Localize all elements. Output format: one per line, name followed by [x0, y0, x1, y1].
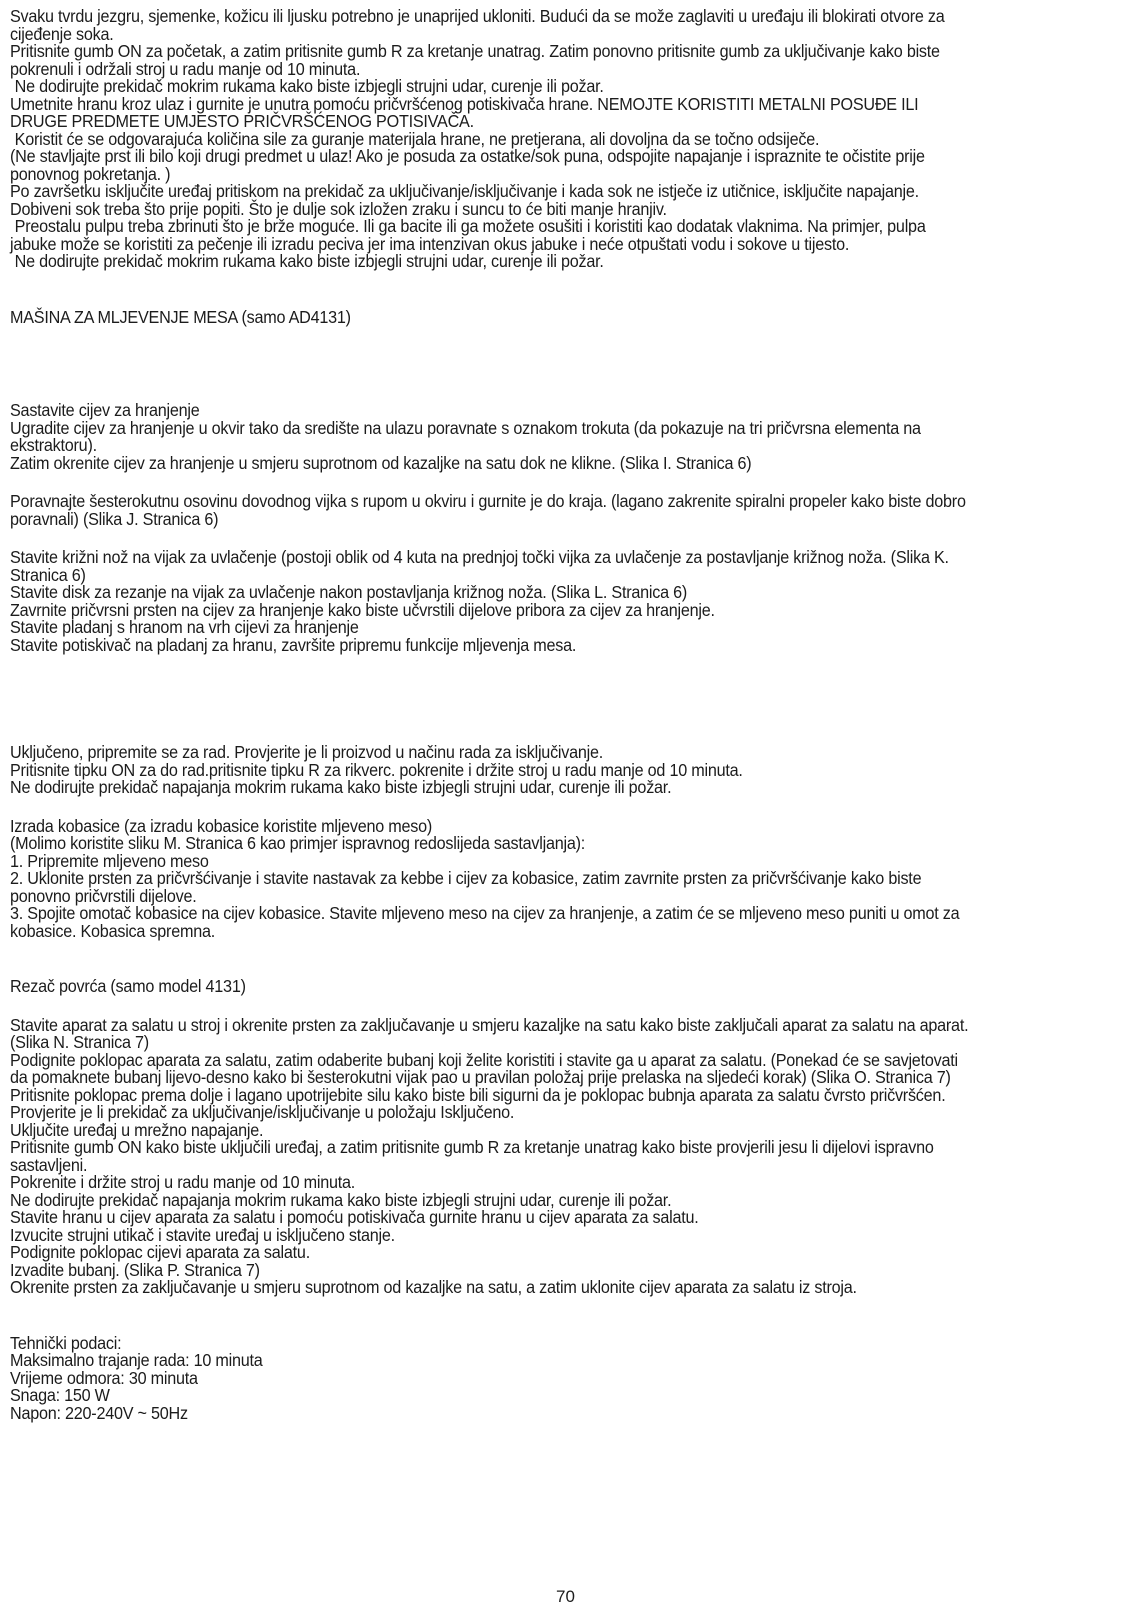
text-line: Okrenite prsten za zaključavanje u smjeru suprotnom od kazaljke na satu, a zatim uklonite cijev aparata za salatu iz stroja. — [10, 1277, 857, 1297]
text-line: (Slika N. Stranica 7) — [10, 1032, 149, 1052]
text-line: Poravnajte šesterokutnu osovinu dovodnog vijka s rupom u okviru i gurnite je do kraja. (lagano zakrenite spiralni propeler kako biste dobro — [10, 491, 966, 511]
text-line: Stavite hranu u cijev aparata za salatu i pomoću potiskivača gurnite hranu u cijev aparata za salatu. — [10, 1207, 699, 1227]
text-line: 3. Spojite omotač kobasice na cijev kobasice. Stavite mljeveno meso na cijev za hranjenje, a zatim će se mljeveno meso puniti u omot za — [10, 903, 960, 923]
text-line: (Molimo koristite sliku M. Stranica 6 kao primjer ispravnog redoslijeda sastavljanja): — [10, 833, 586, 853]
text-line: 2. Uklonite prsten za pričvršćivanje i stavite nastavak za kebbe i cijev za kobasice, zatim zavrnite prsten za pričvršćivanje kako biste — [10, 868, 922, 888]
text-line: Stavite pladanj s hranom na vrh cijevi za hranjenje — [10, 617, 359, 637]
text-line: Po završetku isključite uređaj pritiskom na prekidač za uključivanje/isključivanje i kada sok ne istječe iz utičnice, isključite napajanje. — [10, 181, 919, 201]
text-line: Stavite potiskivač na pladanj za hranu, završite pripremu funkcije mljevenja mesa. — [10, 634, 577, 655]
text-line: Stavite aparat za salatu u stroj i okrenite prsten za zaključavanje u smjeru kazaljke na satu kako biste zaključali aparat za salatu na aparat. — [10, 1014, 969, 1035]
text-line: Sastavite cijev za hranjenje — [10, 400, 200, 420]
text-line: sastavljeni. — [10, 1154, 88, 1175]
text-line: Provjerite je li prekidač za uključivanje/isključivanje u položaju Isključeno. — [10, 1102, 515, 1122]
text-line: ekstraktoru). — [10, 435, 97, 455]
text-line: Pritisnite gumb ON za početak, a zatim pritisnite gumb R za kretanje unatrag. Zatim ponovno pritisnite gumb za uključivanje kako biste — [10, 41, 940, 61]
text-line: Podignite poklopac aparata za salatu, zatim odaberite bubanj koji želite koristiti i stavite ga u aparat za salatu. (Ponekad će se savjetovati — [10, 1049, 958, 1070]
text-line: Izrada kobasice (za izradu kobasice koristite mljeveno meso) — [10, 815, 433, 836]
cutter-block — [10, 1014, 1126, 1297]
section-title-meat-grinder: MAŠINA ZA MLJEVENJE MESA (samo AD4131) — [10, 306, 351, 327]
text-line: cijeđenje soka. — [10, 23, 114, 44]
sausage-block — [10, 815, 1126, 941]
text-line: 1. Pripremite mljeveno meso — [10, 850, 209, 871]
spec-max-duration: Maksimalno trajanje rada: 10 minuta — [10, 1350, 263, 1370]
screw-block — [10, 493, 1126, 528]
text-line: (Ne stavljajte prst ili bilo koji drugi predmet u ulaz! Ako je posuda za ostatke/sok puna, odspojite napajanje i ispraznite te očistite prije — [10, 146, 925, 166]
text-line: da pomaknete bubanj lijevo-desno kako bi šesterokutni vijak pao u pravilan položaj prije prelaska na sljedeći korak) (Slika O. Stranica 7) — [10, 1067, 951, 1087]
text-line: Pritisnite poklopac prema dolje i lagano upotrijebite silu kako biste bili sigurni da je poklopac bubnja aparata za salatu čvrsto pričvršćen. — [10, 1084, 946, 1105]
manual-page — [10, 8, 1126, 1422]
text-line: pokrenuli i održali stroj u radu manje od 10 minuta. — [10, 58, 361, 79]
text-line: Dobiveni sok treba što prije popiti. Što je dulje sok izložen zraku i suncu to će biti manje hranjiv. — [10, 198, 667, 219]
spec-voltage: Napon: 220-240V ~ 50Hz — [10, 1402, 188, 1423]
spec-power: Snaga: 150 W — [10, 1385, 110, 1405]
text-line: Ne dodirujte prekidač napajanja mokrim rukama kako biste izbjegli strujni udar, curenje ili požar. — [10, 777, 672, 797]
technical-specs — [10, 1332, 1126, 1423]
spec-rest-time: Vrijeme odmora: 30 minuta — [10, 1367, 198, 1388]
text-line: Uključite uređaj u mrežno napajanje. — [10, 1119, 264, 1140]
text-line: Stranica 6) — [10, 564, 86, 585]
intro-block — [10, 8, 1126, 271]
text-line: Svaku tvrdu jezgru, sjemenke, kožicu ili ljusku potrebno je unaprijed ukloniti. Budući da se može zaglaviti u uređaju ili blokirati otvore za — [10, 6, 945, 26]
page-number: 70 — [556, 1587, 575, 1606]
text-line: ponovnog pokretanja. ) — [10, 163, 171, 184]
text-line: Zatim okrenite cijev za hranjenje u smjeru suprotnom od kazaljke na satu dok ne klikne. (Slika I. Stranica 6) — [10, 452, 752, 473]
text-line: Stavite križni nož na vijak za uvlačenje (postoji oblik od 4 kuta na prednjoj točki vijka za uvlačenje za postavljanje križnog noža. (Slika K. — [10, 547, 949, 567]
text-line: Izvadite bubanj. (Slika P. Stranica 7) — [10, 1259, 260, 1280]
assembly-block — [10, 402, 1126, 472]
specs-title: Tehnički podaci: — [10, 1332, 122, 1353]
text-line: kobasice. Kobasica spremna. — [10, 920, 215, 941]
text-line: Ugradite cijev za hranjenje u okvir tako da središte na ulazu poravnate s oznakom trokuta (da pokazuje na tri pričvrsna elementa na — [10, 417, 921, 438]
text-line: Podignite poklopac cijevi aparata za salatu. — [10, 1242, 310, 1262]
text-line: Izvucite strujni utikač i stavite uređaj u isključeno stanje. — [10, 1224, 395, 1245]
text-line: Ne dodirujte prekidač mokrim rukama kako biste izbjegli strujni udar, curenje ili požar. — [14, 76, 604, 96]
text-line: Pritisnite tipku ON za do rad.pritisnite tipku R za rikverc. pokrenite i držite stroj u radu manje od 10 minuta. — [10, 759, 743, 780]
text-line: Koristit će se odgovarajuća količina sile za guranje materijala hrane, ne pretjerana, ali dovoljna da se točno odsiječe. — [14, 128, 820, 149]
text-line: Pokrenite i držite stroj u radu manje od 10 minuta. — [10, 1172, 356, 1192]
text-line: Preostalu pulpu treba zbrinuti što je brže moguće. Ili ga bacite ili ga možete osušiti i koristiti kao dodatak vlaknima. Na primjer, pulpa — [14, 216, 926, 236]
text-line: Stavite disk za rezanje na vijak za uvlačenje nakon postavljanja križnog noža. (Slika L. Stranica 6) — [10, 582, 688, 602]
operation-block — [10, 744, 1126, 797]
text-line: DRUGE PREDMETE UMJESTO PRIČVRŠĆENOG POTISIVAČA. — [10, 111, 474, 131]
knife-block — [10, 549, 1126, 654]
text-line: Uključeno, pripremite se za rad. Provjerite je li proizvod u načinu rada za isključivanje. — [10, 742, 604, 762]
text-line: jabuke može se koristiti za pečenje ili izradu peciva jer ima intenzivan okus jabuke i neće otpuštati vodu i sokove u tijesto. — [10, 233, 850, 254]
text-line: Ne dodirujte prekidač mokrim rukama kako biste izbjegli strujni udar, curenje ili požar. — [14, 251, 604, 271]
text-line: Umetnite hranu kroz ulaz i gurnite je unutra pomoću pričvršćenog potiskivača hrane. NEMOJTE KORISTITI METALNI POSUĐE ILI — [10, 93, 919, 114]
section-title-vegetable-cutter: Rezač povrća (samo model 4131) — [10, 976, 246, 996]
text-line: poravnali) (Slika J. Stranica 6) — [10, 508, 219, 529]
text-line: ponovno pričvrstili dijelove. — [10, 885, 197, 906]
text-line: Ne dodirujte prekidač napajanja mokrim rukama kako biste izbjegli strujni udar, curenje ili požar. — [10, 1189, 672, 1210]
text-line: Zavrnite pričvrsni prsten na cijev za hranjenje kako biste učvrstili dijelove pribora za cijev za hranjenje. — [10, 599, 715, 620]
text-line: Pritisnite gumb ON kako biste uključili uređaj, a zatim pritisnite gumb R za kretanje unatrag kako biste provjerili jesu li dijelovi ispravno — [10, 1137, 934, 1157]
